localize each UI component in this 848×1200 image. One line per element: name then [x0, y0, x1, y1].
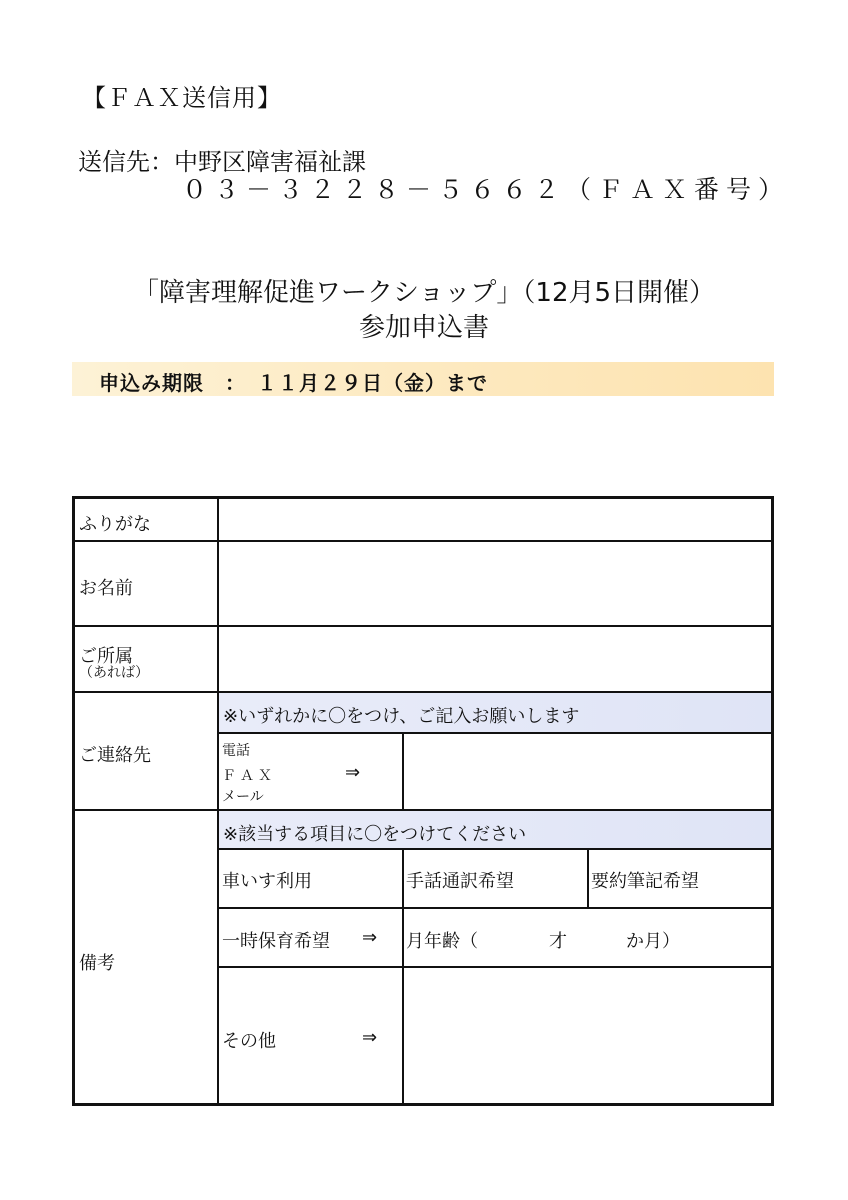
- affiliation-field[interactable]: [221, 628, 769, 690]
- arrow-icon: ⇒: [362, 1027, 378, 1048]
- child-age-years-field[interactable]: [495, 917, 545, 957]
- furigana-field[interactable]: [221, 499, 769, 539]
- child-age-years-unit: 才: [549, 931, 567, 952]
- sign-language-option[interactable]: 手話通訳希望: [406, 871, 514, 892]
- child-age-months-unit: か月）: [626, 931, 680, 952]
- summary-writing-option[interactable]: 要約筆記希望: [591, 871, 699, 892]
- arrow-icon: ⇒: [345, 762, 361, 783]
- fax-number: ０３－３２２８－５６６２（ＦＡＸ番号）: [182, 175, 791, 204]
- affiliation-label: ご所属: [79, 646, 133, 667]
- contact-note-band: [219, 693, 771, 732]
- child-age-months-field[interactable]: [570, 917, 622, 957]
- furigana-label: ふりがな: [79, 514, 151, 535]
- contact-fax-option[interactable]: ＦＡＸ: [222, 768, 276, 784]
- remarks-note-band: [219, 811, 771, 848]
- remarks-label: 備考: [79, 953, 115, 974]
- arrow-icon: ⇒: [362, 927, 378, 948]
- contact-label: ご連絡先: [79, 745, 151, 766]
- contact-field[interactable]: [406, 735, 769, 808]
- other-option[interactable]: その他: [222, 1031, 276, 1052]
- name-field[interactable]: [221, 543, 769, 624]
- page-subtitle: 参加申込書: [358, 313, 489, 343]
- name-label: お名前: [79, 578, 133, 599]
- remarks-note: ※該当する項目に〇をつけてください: [223, 824, 527, 845]
- contact-note: ※いずれかに〇をつけ、ご記入お願いします: [223, 706, 580, 727]
- application-form: [72, 496, 774, 1106]
- fax-send-label: 【ＦＡＸ送信用】: [82, 84, 282, 112]
- wheelchair-option[interactable]: 車いす利用: [222, 871, 312, 892]
- other-field[interactable]: [406, 970, 769, 1102]
- child-age-prefix: 月年齢（: [406, 931, 478, 952]
- deadline-banner: [72, 362, 774, 396]
- deadline-text: 申込み期限 ： １１月２９日（金）まで: [99, 371, 488, 395]
- affiliation-note: （あれば）: [79, 665, 149, 681]
- childcare-option[interactable]: 一時保育希望: [222, 931, 330, 952]
- contact-mail-option[interactable]: メール: [222, 789, 264, 805]
- destination-line: 送信先：中野区障害福祉課: [78, 148, 366, 176]
- page-title: 「障害理解促進ワークショップ」（12月5日開催）: [132, 278, 716, 308]
- contact-phone-option[interactable]: 電話: [222, 743, 250, 759]
